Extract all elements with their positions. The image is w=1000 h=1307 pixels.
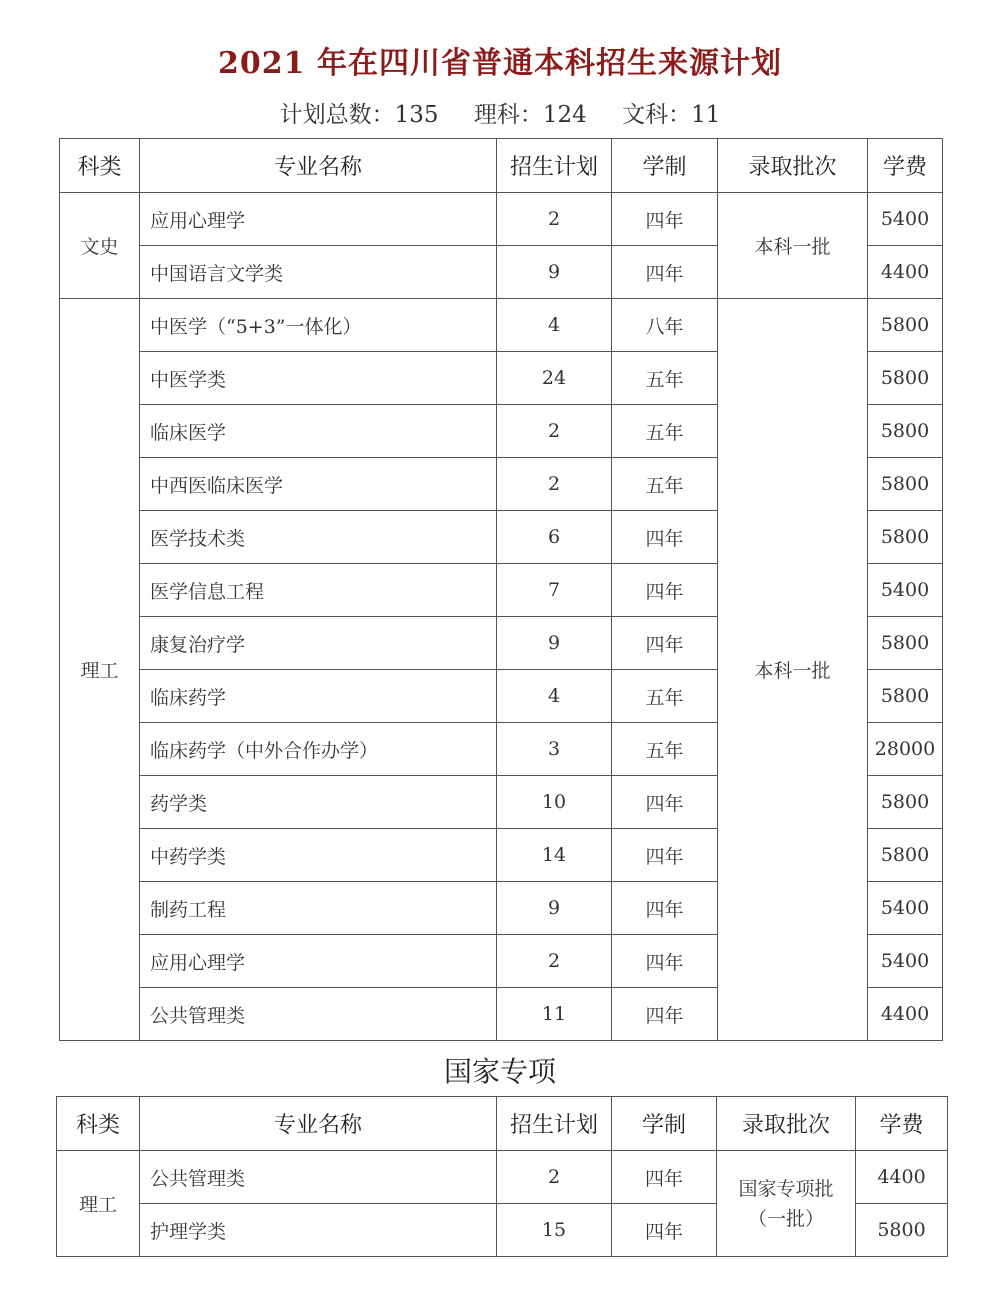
duration-cell: 四年 — [612, 935, 718, 988]
tuition-cell: 5800 — [868, 670, 943, 723]
plan-cell: 7 — [497, 564, 612, 617]
major-cell: 药学类 — [140, 776, 497, 829]
summary-total: 计划总数：135 — [279, 102, 439, 128]
duration-cell: 四年 — [612, 776, 718, 829]
header-plan: 招生计划 — [497, 139, 612, 193]
tuition-cell: 5800 — [868, 511, 943, 564]
plan-cell: 2 — [497, 935, 612, 988]
batch-national-line2: （一批） — [747, 1207, 824, 1230]
plan-cell: 14 — [497, 829, 612, 882]
plan-cell: 9 — [497, 617, 612, 670]
major-cell: 康复治疗学 — [140, 617, 497, 670]
major-cell: 医学信息工程 — [140, 564, 497, 617]
major-cell: 护理学类 — [140, 1204, 497, 1257]
duration-cell: 四年 — [612, 882, 718, 935]
header-duration: 学制 — [612, 1097, 717, 1151]
category-national: 理工 — [57, 1151, 140, 1257]
tuition-cell: 5400 — [868, 882, 943, 935]
tuition-cell: 5800 — [868, 829, 943, 882]
tuition-cell: 5800 — [868, 405, 943, 458]
major-cell: 临床药学 — [140, 670, 497, 723]
plan-cell: 2 — [497, 1151, 612, 1204]
tuition-cell: 5400 — [868, 935, 943, 988]
duration-cell: 四年 — [612, 564, 718, 617]
page-title: 2021 年在四川省普通本科招生来源计划 — [218, 46, 782, 81]
tuition-cell: 5400 — [868, 564, 943, 617]
major-cell: 医学技术类 — [140, 511, 497, 564]
plan-cell: 24 — [497, 352, 612, 405]
duration-cell: 五年 — [612, 723, 718, 776]
table-row — [60, 299, 943, 352]
header-batch: 录取批次 — [717, 1097, 856, 1151]
major-cell: 应用心理学 — [140, 935, 497, 988]
plan-cell: 11 — [497, 988, 612, 1041]
duration-cell: 五年 — [612, 458, 718, 511]
header-tuition: 学费 — [856, 1097, 948, 1151]
national-special-table — [56, 1096, 948, 1257]
summary-arts: 文科：11 — [622, 102, 721, 128]
summary-science: 理科：124 — [473, 102, 587, 128]
header-batch: 录取批次 — [718, 139, 868, 193]
plan-cell: 4 — [497, 670, 612, 723]
batch-arts: 本科一批 — [718, 193, 868, 299]
major-cell: 临床药学（中外合作办学） — [140, 723, 497, 776]
tuition-cell: 5800 — [868, 776, 943, 829]
table-row — [57, 1151, 948, 1204]
plan-cell: 9 — [497, 882, 612, 935]
duration-cell: 四年 — [612, 511, 718, 564]
header-category: 科类 — [60, 139, 140, 193]
major-cell: 应用心理学 — [140, 193, 497, 246]
tuition-cell: 5800 — [868, 617, 943, 670]
duration-cell: 四年 — [612, 1151, 717, 1204]
plan-cell: 10 — [497, 776, 612, 829]
duration-cell: 四年 — [612, 1204, 717, 1257]
plan-cell: 3 — [497, 723, 612, 776]
header-plan: 招生计划 — [497, 1097, 612, 1151]
table-header-row — [60, 139, 943, 193]
plan-cell: 4 — [497, 299, 612, 352]
plan-summary — [0, 96, 1000, 129]
duration-cell: 五年 — [612, 405, 718, 458]
header-duration: 学制 — [612, 139, 718, 193]
major-cell: 中医学类 — [140, 352, 497, 405]
batch-science: 本科一批 — [718, 299, 868, 1041]
tuition-cell: 4400 — [868, 988, 943, 1041]
major-cell: 中西医临床医学 — [140, 458, 497, 511]
category-arts: 文史 — [60, 193, 140, 299]
national-special-title: 国家专项 — [443, 1055, 556, 1088]
tuition-cell: 5800 — [868, 299, 943, 352]
plan-cell: 2 — [497, 458, 612, 511]
major-cell: 制药工程 — [140, 882, 497, 935]
duration-cell: 五年 — [612, 352, 718, 405]
duration-cell: 五年 — [612, 670, 718, 723]
batch-national — [717, 1151, 856, 1257]
plan-cell: 9 — [497, 246, 612, 299]
tuition-cell: 28000 — [868, 723, 943, 776]
header-major: 专业名称 — [140, 139, 497, 193]
major-cell: 中医学（“5+3”一体化） — [140, 299, 497, 352]
major-cell: 中国语言文学类 — [140, 246, 497, 299]
header-major: 专业名称 — [140, 1097, 497, 1151]
tuition-cell: 4400 — [868, 246, 943, 299]
tuition-cell: 5400 — [868, 193, 943, 246]
batch-national-line1: 国家专项批 — [738, 1177, 834, 1200]
header-tuition: 学费 — [868, 139, 943, 193]
tuition-cell: 5800 — [868, 458, 943, 511]
duration-cell: 四年 — [612, 988, 718, 1041]
duration-cell: 四年 — [612, 193, 718, 246]
duration-cell: 八年 — [612, 299, 718, 352]
plan-cell: 15 — [497, 1204, 612, 1257]
header-category: 科类 — [57, 1097, 140, 1151]
major-cell: 临床医学 — [140, 405, 497, 458]
tuition-cell: 5800 — [856, 1204, 948, 1257]
category-science: 理工 — [60, 299, 140, 1041]
tuition-cell: 4400 — [856, 1151, 948, 1204]
duration-cell: 四年 — [612, 617, 718, 670]
plan-cell: 6 — [497, 511, 612, 564]
duration-cell: 四年 — [612, 246, 718, 299]
tuition-cell: 5800 — [868, 352, 943, 405]
table-header-row — [57, 1097, 948, 1151]
plan-cell: 2 — [497, 405, 612, 458]
table-row — [60, 193, 943, 246]
plan-cell: 2 — [497, 193, 612, 246]
major-cell: 公共管理类 — [140, 1151, 497, 1204]
enrollment-plan-table — [59, 138, 943, 1041]
duration-cell: 四年 — [612, 829, 718, 882]
major-cell: 公共管理类 — [140, 988, 497, 1041]
major-cell: 中药学类 — [140, 829, 497, 882]
